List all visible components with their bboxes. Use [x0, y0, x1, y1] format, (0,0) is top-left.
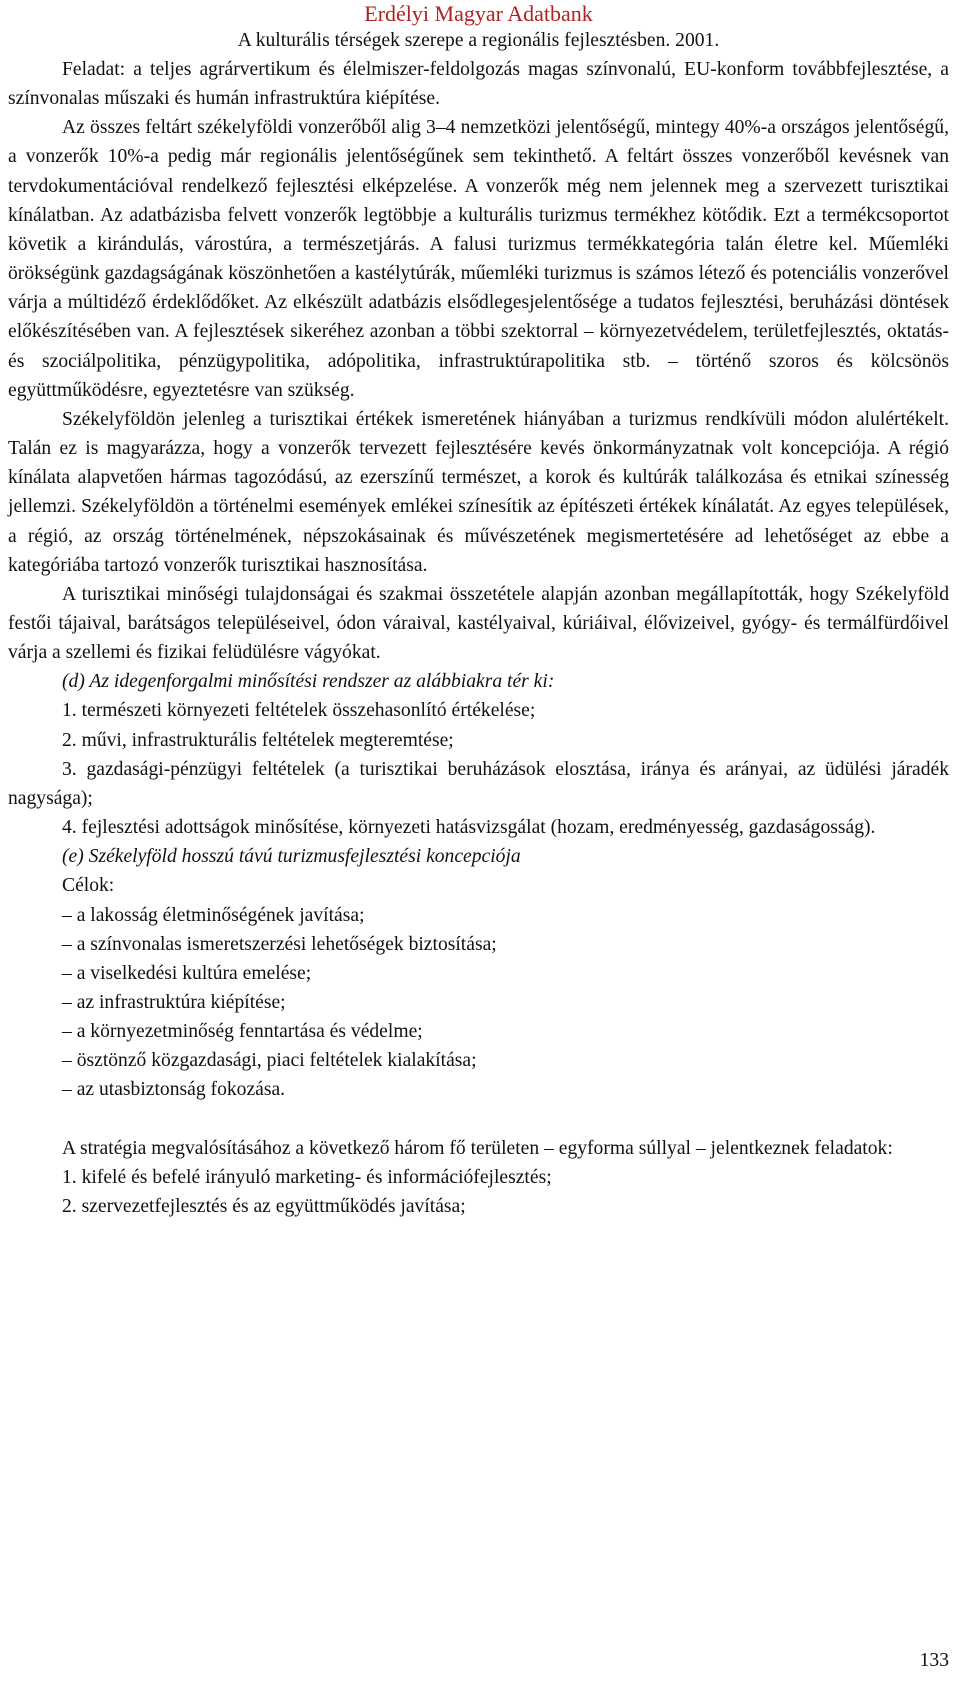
goal-item: – a lakosság életminőségének javítása;: [62, 904, 365, 926]
goal-item: – az infrastruktúra kiépítése;: [62, 992, 286, 1013]
goal-item: – a viselkedési kultúra emelése;: [62, 962, 312, 984]
goal-item: – ösztönző közgazdasági, piaci feltételek kialakítása;: [62, 1050, 477, 1072]
section-d-item-2: 2. művi, infrastrukturális feltételek megteremtése;: [62, 729, 454, 751]
section-d-heading: (d) Az idegenforgalmi minősítési rendszer az alábbiakra tér ki:: [62, 671, 555, 693]
page-number: 133: [919, 1650, 949, 1671]
goal-item: – a színvonalas ismeretszerzési lehetőségek biztosítása;: [62, 933, 497, 955]
strategy-intro: A stratégia megvalósításához a következő három fő területen – egyforma súllyal – jelentkeznek feladatok:: [62, 1137, 893, 1159]
strategy-item-2: 2. szervezetfejlesztés és az együttműködés javítása;: [62, 1195, 466, 1217]
section-e-heading: (e) Székelyföld hosszú távú turizmusfejlesztési koncepciója: [62, 846, 521, 868]
site-title-link[interactable]: Erdélyi Magyar Adatbank: [364, 1, 593, 26]
section-d-item-4: 4. fejlesztési adottságok minősítése, környezeti hatásvizsgálat (hozam, eredményesség, gazdaságosság).: [62, 817, 876, 839]
paragraph-quality-assessment: A turisztikai minőségi tulajdonságai és szakmai összetétele alapján azonban megállapították, hogy Székelyföld festői tájaival, barátságos településeivel, ódon váraival, kastélyaival, kúriáival, élővizeivel, gyógy- és termálfürdőivel várja a szellemi és fizikai felüdülésre vágyókat.: [8, 583, 949, 664]
paragraph-task: Feladat: a teljes agrárvertikum és élelmiszer-feldolgozás magas színvonalú, EU-konform továbbfejlesztése, a színvonalas műszaki és humán infrastruktúra kiépítése.: [8, 59, 949, 110]
document-page: [8, 0, 949, 1689]
section-d-item-1: 1. természeti környezeti feltételek összehasonlító értékelése;: [62, 700, 536, 722]
paragraph-attractions: Az összes feltárt székelyföldi vonzerőből alig 3–4 nemzetközi jelentőségű, mintegy 40%-a országos jelentőségű, a vonzerők 10%-a pedig már regionális jelentőségűnek sem tekinthető. A feltárt összes vonzerőből kevésnek van tervdokumentációval rendelkező fejlesztési elképzelése. A vonzerők még nem jelennek meg a szervezett turisztikai kínálatban. Az adatbázisba felvett vonzerők legtöbbje a kulturális turizmus termékhez kötődik. Ezt a termékcsoportot követik a kirándulás, várostúra, a természetjárás. A falusi turizmus termékkategória talán életre kel. Műemléki örökségünk gazdagságának köszönhetően a kastélytúrák, műemléki turizmus is számos létező és potenciális vonzerővel várja a múltidéző érdeklődőket. Az elkészült adatbázis elsődlegesjelentősége a tudatos fejlesztési, beruházási döntések előkészítésében van. A fejlesztések sikeréhez azonban a többi szektorral – környezetvédelem, területfejlesztés, oktatás- és szociálpolitika, pénzügypolitika, adópolitika, infrastruktúrapolitika stb. – történő szoros és kölcsönös együttműködésre, egyeztetésre van szükség.: [8, 117, 949, 401]
paragraph-szekelyfold-tourism: Székelyföldön jelenleg a turisztikai értékek ismeretének hiányában a turizmus rendkívüli módon alulértékelt. Talán ez is magyarázza, hogy a vonzerők tervezett fejlesztésére kevés önkormányzatnak volt koncepciója. A régió kínálata alapvetően hármas tagozódású, az ezerszínű természet, a korok és kultúrák találkozása és etnikai színesség jellemzi. Székelyföldön a történelmi események emlékei színesítik az építészeti értékek kínálatát. Az egyes települések, a régió, az ország történelmének, népszokásainak és művészetének megismertetésére ad lehetőséget az ebbe a kategóriába tartozó vonzerők turisztikai hasznosítása.: [8, 408, 949, 576]
goal-item: – a környezetminőség fenntartása és védelme;: [62, 1021, 423, 1043]
goals-label: Célok:: [62, 875, 115, 897]
section-d-item-3: 3. gazdasági-pénzügyi feltételek (a turisztikai beruházások elosztása, iránya és arányai, az üdülési járadék nagysága);: [8, 758, 949, 809]
goal-item: – az utasbiztonság fokozása.: [62, 1079, 286, 1101]
document-subtitle: A kulturális térségek szerepe a regionális fejlesztésben. 2001.: [237, 30, 720, 51]
blank-line: [8, 1105, 949, 1134]
page-header: [8, 1, 949, 55]
strategy-item-1: 1. kifelé és befelé irányuló marketing- és információfejlesztés;: [62, 1166, 552, 1188]
